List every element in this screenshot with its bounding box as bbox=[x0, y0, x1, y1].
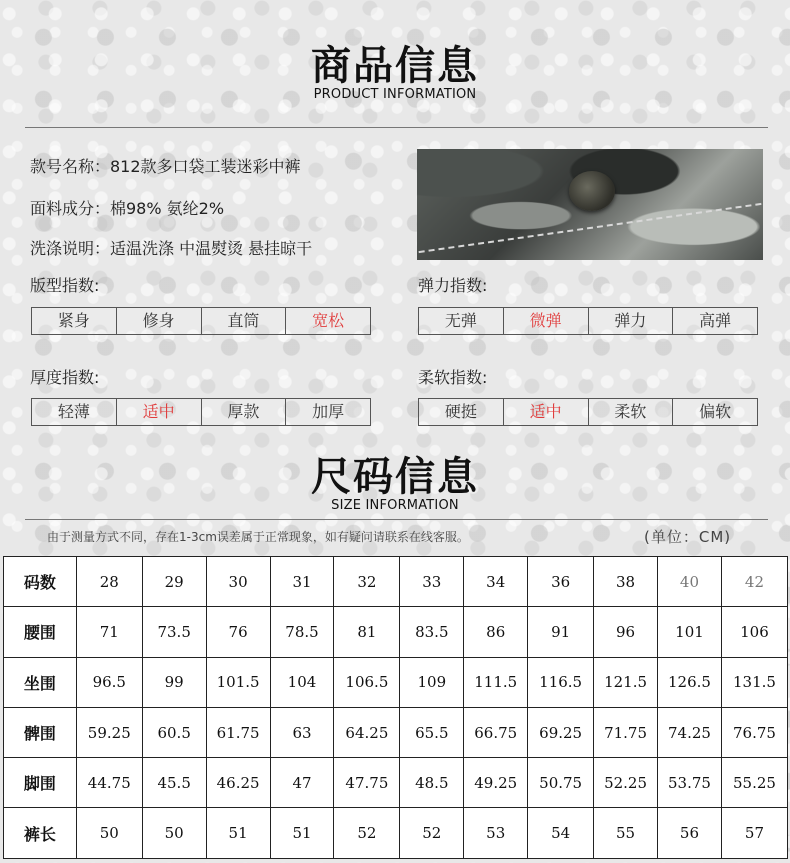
size-info-subtitle: SIZE INFORMATION bbox=[331, 498, 459, 513]
unit-label: (单位：CM) bbox=[644, 528, 732, 546]
table-cell: 116.5 bbox=[528, 657, 594, 707]
table-cell: 53 bbox=[464, 808, 528, 858]
table-cell: 83.5 bbox=[400, 607, 464, 657]
hip-row bbox=[4, 657, 788, 707]
table-cell: 36 bbox=[528, 557, 594, 607]
table-cell: 104 bbox=[270, 657, 334, 707]
table-cell: 109 bbox=[400, 657, 464, 707]
table-cell: 34 bbox=[464, 557, 528, 607]
table-cell: 99 bbox=[142, 657, 206, 707]
fit-option-1: 紧身 bbox=[32, 308, 117, 334]
softness-option-4: 偏软 bbox=[699, 402, 732, 421]
table-cell: 33 bbox=[400, 557, 464, 607]
table-cell: 50 bbox=[142, 808, 206, 858]
table-cell: 53.75 bbox=[658, 758, 722, 808]
table-cell: 73.5 bbox=[142, 607, 206, 657]
table-cell: 71 bbox=[76, 607, 142, 657]
table-cell: 60.5 bbox=[142, 707, 206, 757]
leg-opening-row bbox=[4, 758, 788, 808]
softness-option-3: 柔软 bbox=[589, 399, 674, 425]
elasticity-option-4: 高弹 bbox=[699, 311, 732, 330]
table-cell: 131.5 bbox=[721, 657, 787, 707]
length-row bbox=[4, 808, 788, 858]
table-cell: 81 bbox=[334, 607, 400, 657]
table-cell: 31 bbox=[270, 557, 334, 607]
table-cell: 106.5 bbox=[334, 657, 400, 707]
table-row-label: 腰围 bbox=[4, 607, 77, 657]
softness-option-1: 硬挺 bbox=[419, 399, 504, 425]
thickness-option-2-selected: 适中 bbox=[117, 399, 202, 425]
elasticity-option-1: 无弹 bbox=[419, 308, 504, 334]
table-cell: 101.5 bbox=[206, 657, 270, 707]
table-cell: 46.25 bbox=[206, 758, 270, 808]
measurement-note: 由于测量方式不同，存在1-3cm误差属于正常现象，如有疑问请联系在线客服。 bbox=[47, 530, 469, 544]
waist-row bbox=[4, 607, 788, 657]
softness-index-label: 柔软指数: bbox=[418, 368, 488, 387]
table-cell: 51 bbox=[270, 808, 334, 858]
product-info-subtitle: PRODUCT INFORMATION bbox=[313, 87, 477, 102]
table-cell: 69.25 bbox=[528, 707, 594, 757]
table-cell: 52 bbox=[400, 808, 464, 858]
table-cell: 47 bbox=[270, 758, 334, 808]
table-cell: 54 bbox=[528, 808, 594, 858]
product-info-title: 商品信息 bbox=[311, 43, 479, 89]
size-info-divider bbox=[25, 519, 768, 520]
table-cell: 52 bbox=[334, 808, 400, 858]
table-cell: 38 bbox=[594, 557, 658, 607]
table-cell: 74.25 bbox=[658, 707, 722, 757]
thickness-option-1: 轻薄 bbox=[32, 399, 117, 425]
table-cell: 121.5 bbox=[594, 657, 658, 707]
table-row-label: 码数 bbox=[4, 557, 77, 607]
table-cell: 47.75 bbox=[334, 758, 400, 808]
table-cell: 28 bbox=[76, 557, 142, 607]
table-cell: 48.5 bbox=[400, 758, 464, 808]
fit-option-3: 直筒 bbox=[202, 308, 287, 334]
size-info-title: 尺码信息 bbox=[311, 454, 479, 500]
table-row-label: 裤长 bbox=[4, 808, 77, 858]
table-cell: 66.75 bbox=[464, 707, 528, 757]
table-cell: 111.5 bbox=[464, 657, 528, 707]
table-cell: 57 bbox=[721, 808, 787, 858]
thigh-row bbox=[4, 707, 788, 757]
table-cell: 49.25 bbox=[464, 758, 528, 808]
table-cell: 96.5 bbox=[76, 657, 142, 707]
table-cell: 32 bbox=[334, 557, 400, 607]
wash-line: 洗涤说明：适温洗涤 中温熨烫 悬挂晾干 bbox=[30, 239, 313, 258]
pocket-button-image bbox=[569, 171, 615, 211]
table-cell: 44.75 bbox=[76, 758, 142, 808]
size-table bbox=[3, 556, 788, 859]
elasticity-option-2-selected: 微弹 bbox=[504, 308, 589, 334]
table-cell: 59.25 bbox=[76, 707, 142, 757]
thickness-option-4: 加厚 bbox=[312, 402, 345, 421]
table-cell: 61.75 bbox=[206, 707, 270, 757]
elasticity-option-3: 弹力 bbox=[589, 308, 674, 334]
thickness-option-3: 厚款 bbox=[202, 399, 287, 425]
table-cell: 45.5 bbox=[142, 758, 206, 808]
table-cell: 30 bbox=[206, 557, 270, 607]
table-cell: 76 bbox=[206, 607, 270, 657]
table-cell: 126.5 bbox=[658, 657, 722, 707]
table-cell: 55.25 bbox=[721, 758, 787, 808]
table-cell: 91 bbox=[528, 607, 594, 657]
product-fabric-photo bbox=[417, 149, 763, 260]
table-row-label: 坐围 bbox=[4, 657, 77, 707]
fit-index-label: 版型指数: bbox=[30, 276, 100, 295]
table-cell: 40 bbox=[658, 557, 722, 607]
table-cell: 29 bbox=[142, 557, 206, 607]
table-cell: 56 bbox=[658, 808, 722, 858]
table-cell: 50.75 bbox=[528, 758, 594, 808]
table-cell: 42 bbox=[721, 557, 787, 607]
table-cell: 50 bbox=[76, 808, 142, 858]
fit-option-4-selected: 宽松 bbox=[312, 311, 345, 330]
table-row-label: 脚围 bbox=[4, 758, 77, 808]
table-cell: 63 bbox=[270, 707, 334, 757]
table-cell: 86 bbox=[464, 607, 528, 657]
product-info-divider bbox=[25, 127, 768, 128]
softness-index-scale bbox=[418, 398, 758, 426]
table-cell: 51 bbox=[206, 808, 270, 858]
elasticity-index-label: 弹力指数: bbox=[418, 276, 488, 295]
table-cell: 78.5 bbox=[270, 607, 334, 657]
table-cell: 65.5 bbox=[400, 707, 464, 757]
elasticity-index-scale bbox=[418, 307, 758, 335]
fabric-line: 面料成分：棉98% 氨纶2% bbox=[30, 199, 225, 218]
table-cell: 96 bbox=[594, 607, 658, 657]
table-cell: 76.75 bbox=[721, 707, 787, 757]
softness-option-2-selected: 适中 bbox=[504, 399, 589, 425]
table-row-label: 髀围 bbox=[4, 707, 77, 757]
thickness-index-label: 厚度指数: bbox=[30, 368, 100, 387]
style-name-line: 款号名称：812款多口袋工装迷彩中裤 bbox=[30, 157, 301, 176]
table-cell: 52.25 bbox=[594, 758, 658, 808]
table-cell: 71.75 bbox=[594, 707, 658, 757]
fit-option-2: 修身 bbox=[117, 308, 202, 334]
table-cell: 101 bbox=[658, 607, 722, 657]
table-cell: 106 bbox=[721, 607, 787, 657]
table-cell: 55 bbox=[594, 808, 658, 858]
table-cell: 64.25 bbox=[334, 707, 400, 757]
fit-index-scale bbox=[31, 307, 371, 335]
size-row-header bbox=[4, 557, 788, 607]
thickness-index-scale bbox=[31, 398, 371, 426]
